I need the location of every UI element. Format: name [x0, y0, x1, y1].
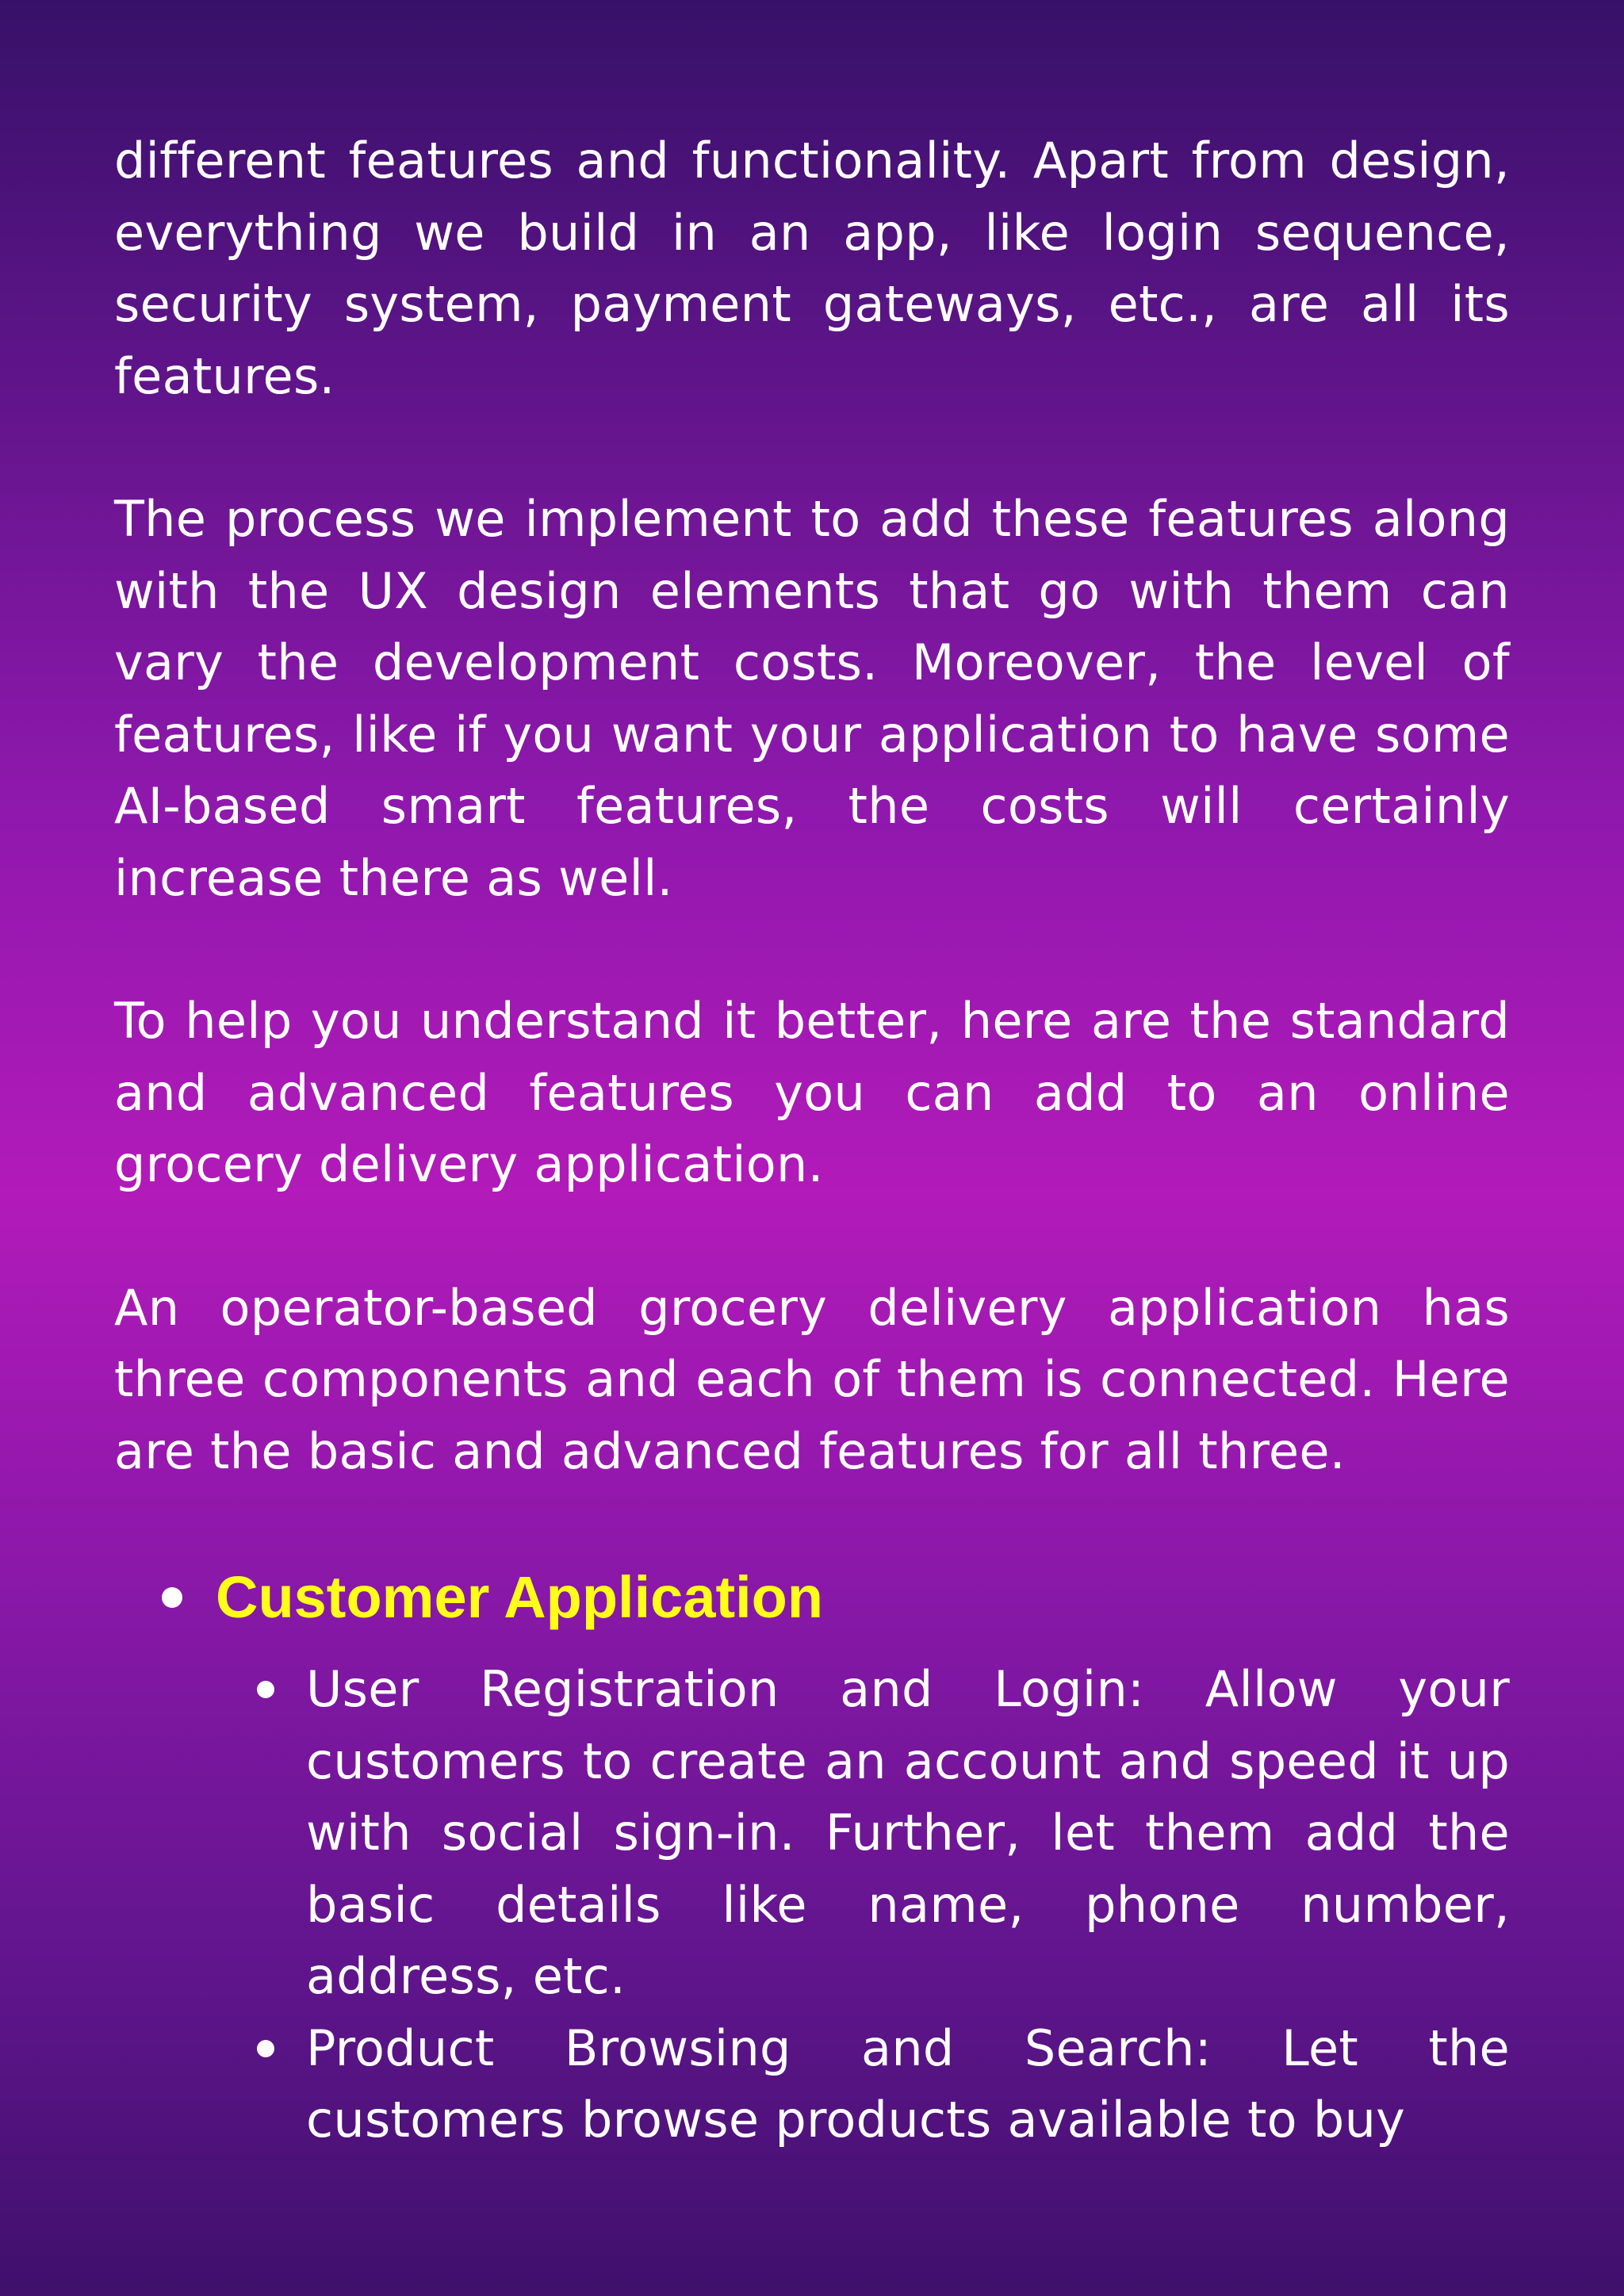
list-item: [114, 1654, 1510, 2013]
paragraph-three-components: An operator-based grocery delivery application has three components and each of them is connected. Here are the basic and advanced features for all three.: [114, 1278, 1510, 1480]
bullet-icon: [162, 1587, 182, 1608]
bullet-icon: [257, 1681, 274, 1698]
list-item-text: User Registration and Login: Allow your customers to create an account and speed it up with social sign-in. Further, let them add the basic details like name, phone number, address, etc.: [306, 1660, 1510, 2005]
list-item: [114, 2013, 1510, 2156]
section-heading: [114, 1559, 1510, 1638]
bullet-icon: [257, 2040, 274, 2057]
customer-application-section: [114, 1559, 1510, 2149]
paragraph-process-costs: The process we implement to add these features along with the UX design elements that go with them can vary the development costs. Moreover, the level of features, like if you want your application to have some AI-based smart features, the costs will certainly increase there as well.: [114, 490, 1510, 907]
section-title: Customer Application: [216, 1564, 824, 1630]
feature-list: [114, 1654, 1510, 2156]
document-body: [114, 125, 1510, 2149]
paragraph-standard-advanced: To help you understand it better, here are the standard and advanced features you can add to an online grocery delivery application.: [114, 992, 1510, 1193]
paragraph-features-intro: different features and functionality. Apart from design, everything we build in an app, like login sequence, security system, payment gateways, etc., are all its features.: [114, 132, 1510, 405]
list-item-text: Product Browsing and Search: Let the customers browse products available to buy: [306, 2019, 1510, 2149]
